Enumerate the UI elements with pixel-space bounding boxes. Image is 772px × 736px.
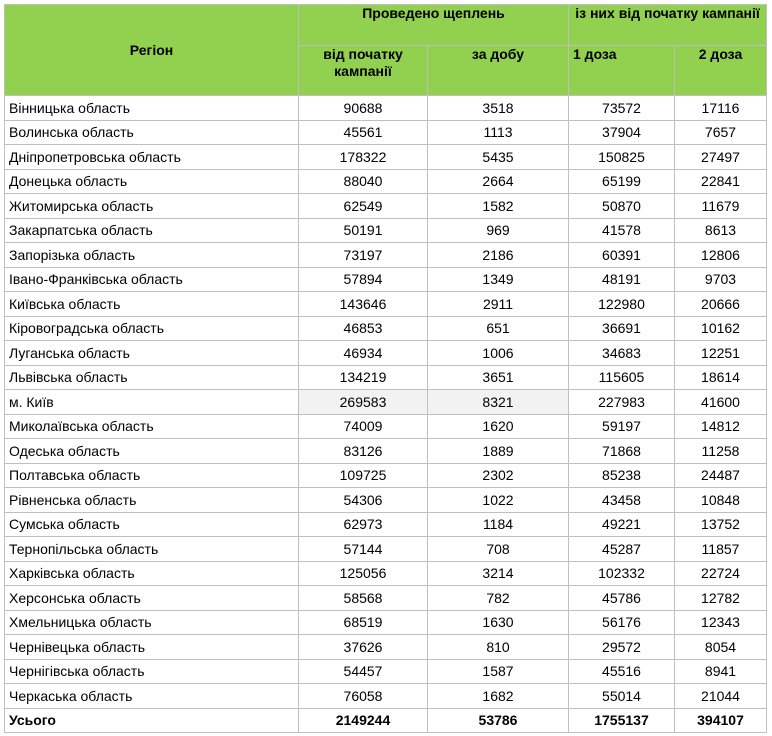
total-dose2: 394107 [675, 708, 767, 733]
region-cell: Донецька область [5, 169, 299, 194]
per-day-cell: 1630 [428, 610, 569, 635]
since-start-cell: 90688 [299, 96, 428, 121]
per-day-cell: 1349 [428, 267, 569, 292]
header-dose-2: 2 доза [675, 46, 767, 96]
since-start-cell: 125056 [299, 561, 428, 586]
table-row [5, 414, 767, 439]
dose1-cell: 37904 [569, 120, 675, 145]
per-day-cell: 1022 [428, 488, 569, 513]
dose2-cell: 8613 [675, 218, 767, 243]
dose2-cell: 8941 [675, 659, 767, 684]
per-day-cell: 810 [428, 635, 569, 660]
region-cell: Полтавська область [5, 463, 299, 488]
per-day-cell: 708 [428, 537, 569, 562]
table-row [5, 610, 767, 635]
dose2-cell: 7657 [675, 120, 767, 145]
region-cell: Тернопільська область [5, 537, 299, 562]
per-day-cell: 1682 [428, 684, 569, 709]
dose1-cell: 150825 [569, 145, 675, 170]
dose1-cell: 29572 [569, 635, 675, 660]
region-cell: Запорізька область [5, 243, 299, 268]
per-day-cell: 2664 [428, 169, 569, 194]
dose1-cell: 49221 [569, 512, 675, 537]
dose1-cell: 59197 [569, 414, 675, 439]
header-dose-1: 1 доза [569, 46, 675, 96]
dose1-cell: 71868 [569, 439, 675, 464]
dose2-cell: 12782 [675, 586, 767, 611]
region-cell: Закарпатська область [5, 218, 299, 243]
dose2-cell: 18614 [675, 365, 767, 390]
region-cell: Харківська область [5, 561, 299, 586]
dose1-cell: 122980 [569, 292, 675, 317]
table-row [5, 218, 767, 243]
dose1-cell: 60391 [569, 243, 675, 268]
vaccination-table [4, 4, 767, 733]
table-row [5, 463, 767, 488]
dose2-cell: 11679 [675, 194, 767, 219]
per-day-cell: 1620 [428, 414, 569, 439]
table-row [5, 488, 767, 513]
table-body [5, 96, 767, 733]
since-start-cell: 57144 [299, 537, 428, 562]
since-start-cell: 269583 [299, 390, 428, 415]
per-day-cell: 3518 [428, 96, 569, 121]
region-cell: Вінницька область [5, 96, 299, 121]
per-day-cell: 1587 [428, 659, 569, 684]
dose2-cell: 41600 [675, 390, 767, 415]
region-cell: Сумська область [5, 512, 299, 537]
region-cell: Чернівецька область [5, 635, 299, 660]
dose1-cell: 115605 [569, 365, 675, 390]
dose2-cell: 14812 [675, 414, 767, 439]
since-start-cell: 134219 [299, 365, 428, 390]
dose2-cell: 17116 [675, 96, 767, 121]
region-cell: Львівська область [5, 365, 299, 390]
table-row [5, 439, 767, 464]
region-cell: Миколаївська область [5, 414, 299, 439]
region-cell: Одеська область [5, 439, 299, 464]
table-row [5, 537, 767, 562]
since-start-cell: 178322 [299, 145, 428, 170]
since-start-cell: 143646 [299, 292, 428, 317]
per-day-cell: 3214 [428, 561, 569, 586]
dose2-cell: 10162 [675, 316, 767, 341]
table-row [5, 267, 767, 292]
since-start-cell: 45561 [299, 120, 428, 145]
since-start-cell: 83126 [299, 439, 428, 464]
region-cell: Хмельницька область [5, 610, 299, 635]
dose1-cell: 85238 [569, 463, 675, 488]
table-row [5, 390, 767, 415]
dose1-cell: 102332 [569, 561, 675, 586]
per-day-cell: 969 [428, 218, 569, 243]
dose1-cell: 45287 [569, 537, 675, 562]
region-cell: Луганська область [5, 341, 299, 366]
dose2-cell: 13752 [675, 512, 767, 537]
since-start-cell: 58568 [299, 586, 428, 611]
dose2-cell: 21044 [675, 684, 767, 709]
dose1-cell: 65199 [569, 169, 675, 194]
since-start-cell: 74009 [299, 414, 428, 439]
table-row [5, 120, 767, 145]
header-region: Регіон [5, 5, 299, 96]
header-since-start: від початку кампанії [299, 46, 428, 96]
since-start-cell: 54306 [299, 488, 428, 513]
total-label: Усього [5, 708, 299, 733]
since-start-cell: 37626 [299, 635, 428, 660]
region-cell: Кіровоградська область [5, 316, 299, 341]
per-day-cell: 1184 [428, 512, 569, 537]
table-row [5, 194, 767, 219]
dose1-cell: 45786 [569, 586, 675, 611]
dose1-cell: 50870 [569, 194, 675, 219]
table-row [5, 561, 767, 586]
total-per-day: 53786 [428, 708, 569, 733]
since-start-cell: 109725 [299, 463, 428, 488]
dose2-cell: 24487 [675, 463, 767, 488]
header-row-1 [5, 5, 767, 46]
dose2-cell: 27497 [675, 145, 767, 170]
per-day-cell: 2302 [428, 463, 569, 488]
dose2-cell: 22841 [675, 169, 767, 194]
dose1-cell: 48191 [569, 267, 675, 292]
total-since-start: 2149244 [299, 708, 428, 733]
region-cell: Херсонська область [5, 586, 299, 611]
region-cell: Черкаська область [5, 684, 299, 709]
dose2-cell: 12343 [675, 610, 767, 635]
since-start-cell: 57894 [299, 267, 428, 292]
dose1-cell: 34683 [569, 341, 675, 366]
dose1-cell: 73572 [569, 96, 675, 121]
header-of-them: із них від початку кампанії [569, 5, 767, 46]
dose1-cell: 43458 [569, 488, 675, 513]
table-row [5, 586, 767, 611]
since-start-cell: 88040 [299, 169, 428, 194]
per-day-cell: 8321 [428, 390, 569, 415]
dose2-cell: 11258 [675, 439, 767, 464]
per-day-cell: 5435 [428, 145, 569, 170]
dose2-cell: 12806 [675, 243, 767, 268]
table-row [5, 341, 767, 366]
since-start-cell: 76058 [299, 684, 428, 709]
total-dose1: 1755137 [569, 708, 675, 733]
header-per-day: за добу [428, 46, 569, 96]
per-day-cell: 651 [428, 316, 569, 341]
dose1-cell: 227983 [569, 390, 675, 415]
per-day-cell: 1889 [428, 439, 569, 464]
since-start-cell: 68519 [299, 610, 428, 635]
per-day-cell: 1006 [428, 341, 569, 366]
dose2-cell: 10848 [675, 488, 767, 513]
table-row [5, 316, 767, 341]
dose2-cell: 11857 [675, 537, 767, 562]
table-row [5, 659, 767, 684]
dose1-cell: 36691 [569, 316, 675, 341]
since-start-cell: 54457 [299, 659, 428, 684]
total-row [5, 708, 767, 733]
region-cell: Рівненська область [5, 488, 299, 513]
dose2-cell: 22724 [675, 561, 767, 586]
header-vaccinations: Проведено щеплень [299, 5, 569, 46]
dose2-cell: 12251 [675, 341, 767, 366]
table-row [5, 365, 767, 390]
per-day-cell: 3651 [428, 365, 569, 390]
since-start-cell: 62973 [299, 512, 428, 537]
table-row [5, 145, 767, 170]
table-row [5, 512, 767, 537]
per-day-cell: 2186 [428, 243, 569, 268]
region-cell: м. Київ [5, 390, 299, 415]
since-start-cell: 62549 [299, 194, 428, 219]
table-row [5, 96, 767, 121]
per-day-cell: 1582 [428, 194, 569, 219]
region-cell: Чернігівська область [5, 659, 299, 684]
per-day-cell: 2911 [428, 292, 569, 317]
table-row [5, 243, 767, 268]
dose1-cell: 45516 [569, 659, 675, 684]
dose2-cell: 8054 [675, 635, 767, 660]
since-start-cell: 46934 [299, 341, 428, 366]
region-cell: Київська область [5, 292, 299, 317]
since-start-cell: 73197 [299, 243, 428, 268]
table-row [5, 635, 767, 660]
region-cell: Івано-Франківська область [5, 267, 299, 292]
region-cell: Житомирська область [5, 194, 299, 219]
region-cell: Волинська область [5, 120, 299, 145]
dose2-cell: 9703 [675, 267, 767, 292]
dose1-cell: 41578 [569, 218, 675, 243]
dose1-cell: 55014 [569, 684, 675, 709]
table-row [5, 684, 767, 709]
dose2-cell: 20666 [675, 292, 767, 317]
since-start-cell: 50191 [299, 218, 428, 243]
per-day-cell: 782 [428, 586, 569, 611]
dose1-cell: 56176 [569, 610, 675, 635]
table-row [5, 169, 767, 194]
since-start-cell: 46853 [299, 316, 428, 341]
region-cell: Дніпропетровська область [5, 145, 299, 170]
table-row [5, 292, 767, 317]
per-day-cell: 1113 [428, 120, 569, 145]
